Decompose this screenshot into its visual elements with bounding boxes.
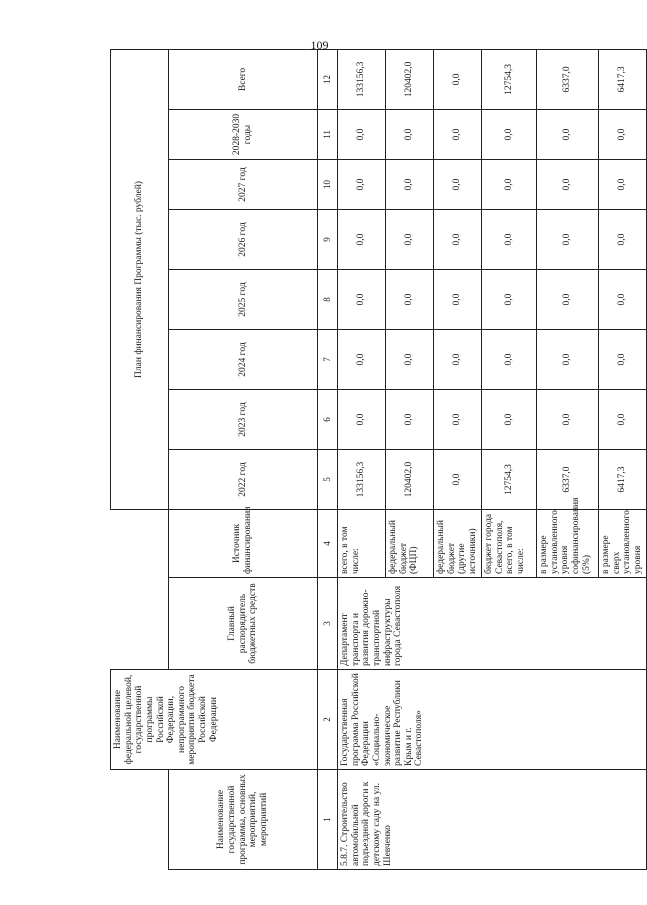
value-cell: 0,0 (482, 210, 537, 270)
header-program: Наименование федеральной целевой, государственной программы Российской Федерации, непрограммного мероприятия бюджета Российской Федерации (111, 670, 318, 770)
value-cell: 0,0 (434, 390, 482, 450)
value-cell: 0,0 (434, 110, 482, 160)
value-cell: 0,0 (338, 390, 386, 450)
header-year-2028-2030: 2028-2030 годы (169, 110, 318, 160)
col-number: 7 (318, 330, 338, 390)
value-cell: 0,0 (482, 160, 537, 210)
value-cell: 0,0 (386, 270, 434, 330)
value-cell: 6337,0 (537, 49, 599, 109)
header-year-2026: 2026 год (169, 210, 318, 270)
col-number: 9 (318, 210, 338, 270)
col-number: 10 (318, 160, 338, 210)
source-label: в размере установленного уровня софинансирования (5%) (537, 510, 599, 578)
value-cell: 0,0 (599, 160, 647, 210)
header-distributor: Главный распорядитель бюджетных средств (169, 578, 318, 670)
value-cell: 0,0 (537, 330, 599, 390)
value-cell: 0,0 (434, 210, 482, 270)
financing-table-rotated (110, 61, 643, 870)
value-cell: 0,0 (537, 210, 599, 270)
value-cell: 0,0 (482, 330, 537, 390)
value-cell: 0,0 (599, 210, 647, 270)
col-number: 3 (318, 578, 338, 670)
financing-table (110, 49, 647, 870)
col-number: 12 (318, 49, 338, 109)
row-program: Государственная программа Российской Федерации «Социально-экономическое развитие Республики Крым и г. Севастополя» (338, 670, 647, 770)
header-plan-title: План финансирования Программы (тыс. рублей) (111, 49, 169, 509)
header-year-2022: 2022 год (169, 450, 318, 510)
value-cell: 0,0 (434, 330, 482, 390)
col-number: 2 (318, 670, 338, 770)
header-empty (111, 578, 169, 670)
value-cell: 6417,3 (599, 49, 647, 109)
source-label: бюджет города Севастополя, всего, в том числе: (482, 510, 537, 578)
value-cell: 0,0 (599, 390, 647, 450)
value-cell: 0,0 (386, 390, 434, 450)
value-cell: 0,0 (537, 160, 599, 210)
col-number: 11 (318, 110, 338, 160)
header-activity: Наименование государственной программы, основных мероприятий, мероприятий (169, 770, 318, 870)
value-cell: 0,0 (386, 330, 434, 390)
value-cell: 120402,0 (386, 450, 434, 510)
col-number: 5 (318, 450, 338, 510)
source-label: федеральный бюджет (другие источники) (434, 510, 482, 578)
value-cell: 0,0 (482, 110, 537, 160)
header-empty (111, 510, 169, 578)
col-number: 8 (318, 270, 338, 330)
value-cell: 0,0 (434, 160, 482, 210)
page-number: 109 (310, 38, 329, 52)
value-cell: 0,0 (338, 330, 386, 390)
value-cell: 0,0 (338, 270, 386, 330)
value-cell: 6417,3 (599, 450, 647, 510)
value-cell: 0,0 (434, 450, 482, 510)
table-row (338, 49, 386, 869)
value-cell: 0,0 (599, 270, 647, 330)
value-cell: 0,0 (434, 270, 482, 330)
value-cell: 133156,3 (338, 450, 386, 510)
value-cell: 12754,3 (482, 49, 537, 109)
value-cell: 120402,0 (386, 49, 434, 109)
value-cell: 0,0 (434, 49, 482, 109)
row-distributor: Департамент транспорта и развития дорожно-транспортной инфраструктуры города Севастополя (338, 578, 647, 670)
value-cell: 0,0 (386, 160, 434, 210)
source-label: всего, в том числе: (338, 510, 386, 578)
value-cell: 0,0 (482, 270, 537, 330)
source-label: в размере сверх установленного уровня (599, 510, 647, 578)
value-cell: 0,0 (599, 330, 647, 390)
header-year-2025: 2025 год (169, 270, 318, 330)
col-number: 4 (318, 510, 338, 578)
header-year-2024: 2024 год (169, 330, 318, 390)
row-activity: 5.8.7. Строительство автомобильной подъездной дороги к детскому саду на ул. Шевченко (338, 770, 647, 870)
header-year-2027: 2027 год (169, 160, 318, 210)
header-total: Всего (169, 49, 318, 109)
header-source: Источник финансирования (169, 510, 318, 578)
header-empty (111, 770, 169, 870)
value-cell: 0,0 (338, 210, 386, 270)
source-label: федеральный бюджет (ФЦП) (386, 510, 434, 578)
value-cell: 133156,3 (338, 49, 386, 109)
value-cell: 12754,3 (482, 450, 537, 510)
value-cell: 0,0 (482, 390, 537, 450)
value-cell: 0,0 (338, 160, 386, 210)
value-cell: 0,0 (599, 110, 647, 160)
value-cell: 0,0 (537, 110, 599, 160)
col-number: 1 (318, 770, 338, 870)
value-cell: 0,0 (338, 110, 386, 160)
value-cell: 0,0 (537, 270, 599, 330)
col-number: 6 (318, 390, 338, 450)
value-cell: 0,0 (537, 390, 599, 450)
value-cell: 0,0 (386, 210, 434, 270)
header-year-2023: 2023 год (169, 390, 318, 450)
value-cell: 0,0 (386, 110, 434, 160)
value-cell: 6337,0 (537, 450, 599, 510)
